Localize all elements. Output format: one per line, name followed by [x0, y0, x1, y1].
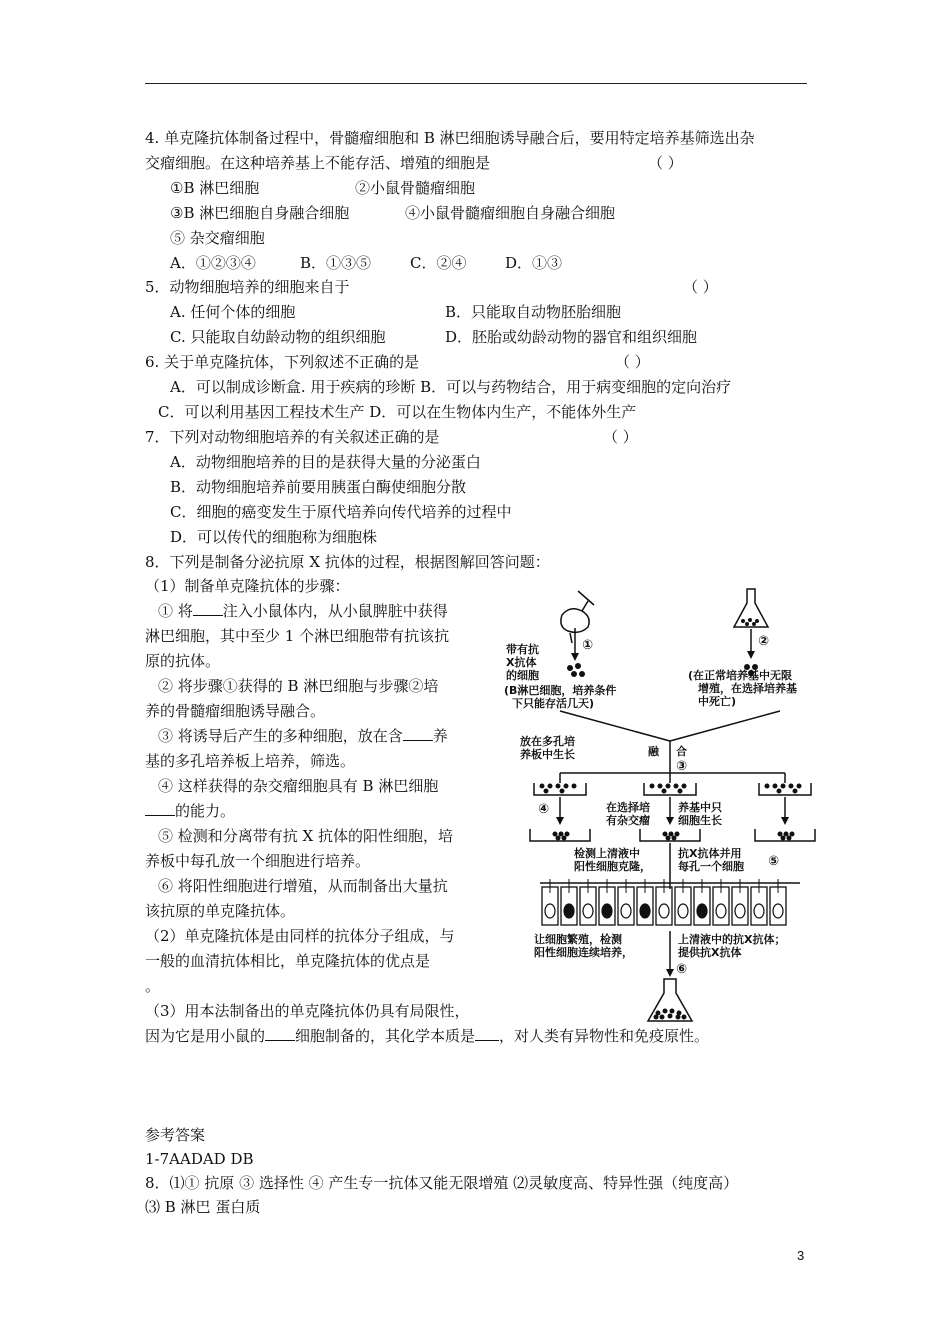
label-detect-2: 阳性细胞克隆，	[574, 860, 651, 873]
q7-option-b: B．动物细胞培养前要用胰蛋白酶使细胞分散	[170, 478, 467, 496]
q8-step1-line1: ① 将 注入小鼠体内，从小鼠脾脏中获得	[158, 602, 448, 620]
q4-option-a: A．①②③④	[170, 254, 256, 272]
well-cell	[678, 904, 688, 918]
label-antibody-cells-1: 带有抗	[506, 643, 539, 656]
well-cell	[697, 904, 707, 918]
q4-item5: ⑤ 杂交瘤细胞	[170, 229, 265, 247]
q8-step2-line1: ② 将步骤①获得的 B 淋巴细胞与步骤②培	[158, 677, 439, 695]
q8-part2-line1: （2）单克隆抗体是由同样的抗体分子组成，与	[145, 927, 455, 945]
q8-step6-line2: 该抗原的单克隆抗体。	[145, 902, 296, 920]
label-multiwell-2: 养板中生长	[520, 748, 575, 761]
q8-step5-line1: ⑤ 检测和分离带有抗 X 抗体的阳性细胞，培	[158, 827, 453, 845]
q5-option-d: D．胚胎或幼龄动物的器官和组织细胞	[445, 328, 698, 346]
q5-option-b: B．只能取自动物胚胎细胞	[445, 303, 622, 321]
q4-stem-line2: 交瘤细胞。在这种培养基上不能存活、增殖的细胞是	[145, 154, 491, 172]
label-fusion-2: 合	[676, 745, 687, 758]
q8-step6-line1: ⑥ 将阳性细胞进行增殖，从而制备出大量抗	[158, 877, 448, 895]
label-myeloma-note-3: 中死亡)	[698, 695, 737, 708]
well-cell	[754, 904, 764, 918]
label-selective-3: 养基中只	[678, 801, 722, 814]
q4-item4: ④小鼠骨髓瘤细胞自身融合细胞	[405, 204, 616, 222]
q7-option-c: C．细胞的癌变发生于原代培养向传代培养的过程中	[170, 503, 512, 521]
q8-step4-line2: 的能力。	[145, 801, 235, 821]
label-proliferate-2: 阳性细胞连续培养，	[534, 946, 633, 959]
well-cell	[583, 904, 593, 918]
label-myeloma-note-1: (在正常培养基中无限	[688, 669, 793, 682]
q4-item1: ①B 淋巴细胞	[170, 179, 260, 197]
well-cell	[773, 904, 783, 918]
q6-options-ab: A．可以制成诊断盒. 用于疾病的珍断 B．可以与药物结合，用于病变细胞的定向治疗	[170, 378, 732, 396]
q5-stem: 5．动物细胞培养的细胞来自于	[145, 278, 350, 296]
well-cell	[621, 904, 631, 918]
step4-label: ④	[538, 802, 550, 817]
q8-part2-line3: 。	[145, 977, 161, 995]
q4-option-d: D．①③	[505, 254, 563, 272]
q6-answer-paren: （ ）	[615, 353, 650, 371]
answers-line2: 8．⑴① 抗原 ③ 选择性 ④ 产生专一抗体又能无限增殖 ⑵灵敏度高、特异性强（纯度高）	[145, 1174, 739, 1192]
q8-step1-line2: 淋巴细胞，其中至少 1 个淋巴细胞带有抗该抗	[145, 627, 450, 645]
q4-stem-line1: 4. 单克隆抗体制备过程中，骨髓瘤细胞和 B 淋巴细胞诱导融合后，要用特定培养基筛选出杂	[145, 129, 755, 147]
q8-step5-line2: 养板中每孔放一个细胞进行培养。	[145, 852, 371, 870]
q4-option-c: C．②④	[410, 254, 467, 272]
label-supernatant-2: 提供抗X抗体	[678, 946, 742, 959]
q4-item3: ③B 淋巴细胞自身融合细胞	[170, 204, 350, 222]
q6-options-cd: C．可以利用基因工程技术生产 D．可以在生物体内生产，不能体外生产	[158, 403, 637, 421]
q4-answer-paren: （ ）	[648, 154, 683, 172]
q8-step2-line2: 养的骨髓瘤细胞诱导融合。	[145, 702, 326, 720]
label-proliferate-1: 让细胞繁殖，检测	[534, 933, 622, 946]
q7-stem: 7．下列对动物细胞培养的有关叙述正确的是	[145, 428, 440, 446]
q8-part3-line2: 因为它是用小鼠的 细胞制备的，其化学本质是 ，对人类有异物性和免疫原性。	[145, 1027, 710, 1045]
step2-label: ②	[758, 634, 770, 649]
q7-option-a: A．动物细胞培养的目的是获得大量的分泌蛋白	[170, 453, 481, 471]
label-b-cell-note-2: 下只能存活几天)	[512, 697, 595, 710]
multiwell-plate	[542, 879, 786, 925]
label-selective-1: 在选择培	[606, 801, 650, 814]
q7-option-d: D．可以传代的细胞称为细胞株	[170, 528, 378, 546]
well-cell	[659, 904, 669, 918]
step5-label: ⑤	[768, 854, 780, 869]
answers-line1: 1-7AADAD DB	[145, 1150, 254, 1168]
label-antibody-cells-3: 的细胞	[506, 669, 539, 682]
fill-blank-medium[interactable]	[403, 726, 433, 741]
q4-option-b: B．①③⑤	[300, 254, 372, 272]
well-cell	[545, 904, 555, 918]
b-cell-cluster	[567, 663, 585, 677]
q7-answer-paren: （ ）	[603, 428, 638, 446]
flask-cells	[741, 618, 759, 626]
q8-step4-line1: ④ 这样获得的杂交瘤细胞具有 B 淋巴细胞	[158, 777, 439, 795]
q8-stem: 8．下列是制备分泌抗原 X 抗体的过程，根据图解回答问题：	[145, 553, 550, 571]
q5-option-a: A. 任何个体的细胞	[170, 303, 296, 321]
q4-item2: ②小鼠骨髓瘤细胞	[355, 179, 476, 197]
label-antibody-well-2: 每孔一个细胞	[678, 860, 744, 873]
q8-part2-line2: 一般的血清抗体相比，单克隆抗体的优点是	[145, 952, 431, 970]
mouse-syringe-illustration	[561, 591, 594, 643]
q5-answer-paren: （ ）	[683, 278, 718, 296]
label-detect-1: 检测上清液中	[574, 847, 640, 860]
well-cell	[602, 904, 612, 918]
fill-blank-antigen[interactable]	[193, 601, 223, 616]
well-cell	[716, 904, 726, 918]
answers-title: 参考答案	[145, 1126, 206, 1144]
fill-blank-cell-type[interactable]	[265, 1026, 295, 1041]
label-multiwell-1: 放在多孔培	[520, 735, 575, 748]
label-b-cell-note-1: (B淋巴细胞，培养条件	[504, 684, 617, 697]
fill-blank-chemical-nature[interactable]	[475, 1026, 499, 1041]
well-cell	[564, 904, 574, 918]
step3-label: ③	[676, 759, 688, 774]
q8-step3-line1: ③ 将诱导后产生的多种细胞，放在含 养	[158, 727, 448, 745]
label-supernatant-1: 上清液中的抗X抗体；	[678, 933, 786, 946]
label-antibody-well-1: 抗X抗体并用	[678, 847, 742, 860]
monoclonal-antibody-diagram	[500, 583, 860, 1023]
hybridoma-cells	[553, 832, 795, 841]
page-number: 3	[797, 1248, 805, 1263]
label-selective-4: 细胞生长	[678, 814, 722, 827]
q5-option-c: C. 只能取自幼龄动物的组织细胞	[170, 328, 386, 346]
step1-label: ①	[582, 638, 594, 653]
q8-step1-line3: 原的抗体。	[145, 652, 221, 670]
dish-cells	[540, 784, 802, 794]
q6-stem: 6. 关于单克隆抗体，下列叙述不正确的是	[145, 353, 420, 371]
label-fusion-1: 融	[648, 745, 659, 758]
fill-blank-ability[interactable]	[145, 801, 175, 816]
label-myeloma-note-2: 增殖，在选择培养基	[698, 682, 797, 695]
q8-step3-line2: 基的多孔培养板上培养，筛选。	[145, 752, 356, 770]
header-rule	[145, 83, 807, 84]
label-selective-2: 有杂交瘤	[606, 814, 650, 827]
step6-label: ⑥	[676, 962, 688, 977]
answers-line3: ⑶ B 淋巴 蛋白质	[145, 1198, 261, 1216]
label-antibody-cells-2: X抗体	[506, 656, 537, 669]
q8-part1-heading: （1）制备单克隆抗体的步骤：	[145, 577, 350, 595]
well-cell	[640, 904, 650, 918]
final-flask-cells	[654, 1009, 687, 1020]
well-cell	[735, 904, 745, 918]
q8-part3-line1: （3）用本法制备出的单克隆抗体仍具有局限性，	[145, 1002, 470, 1020]
